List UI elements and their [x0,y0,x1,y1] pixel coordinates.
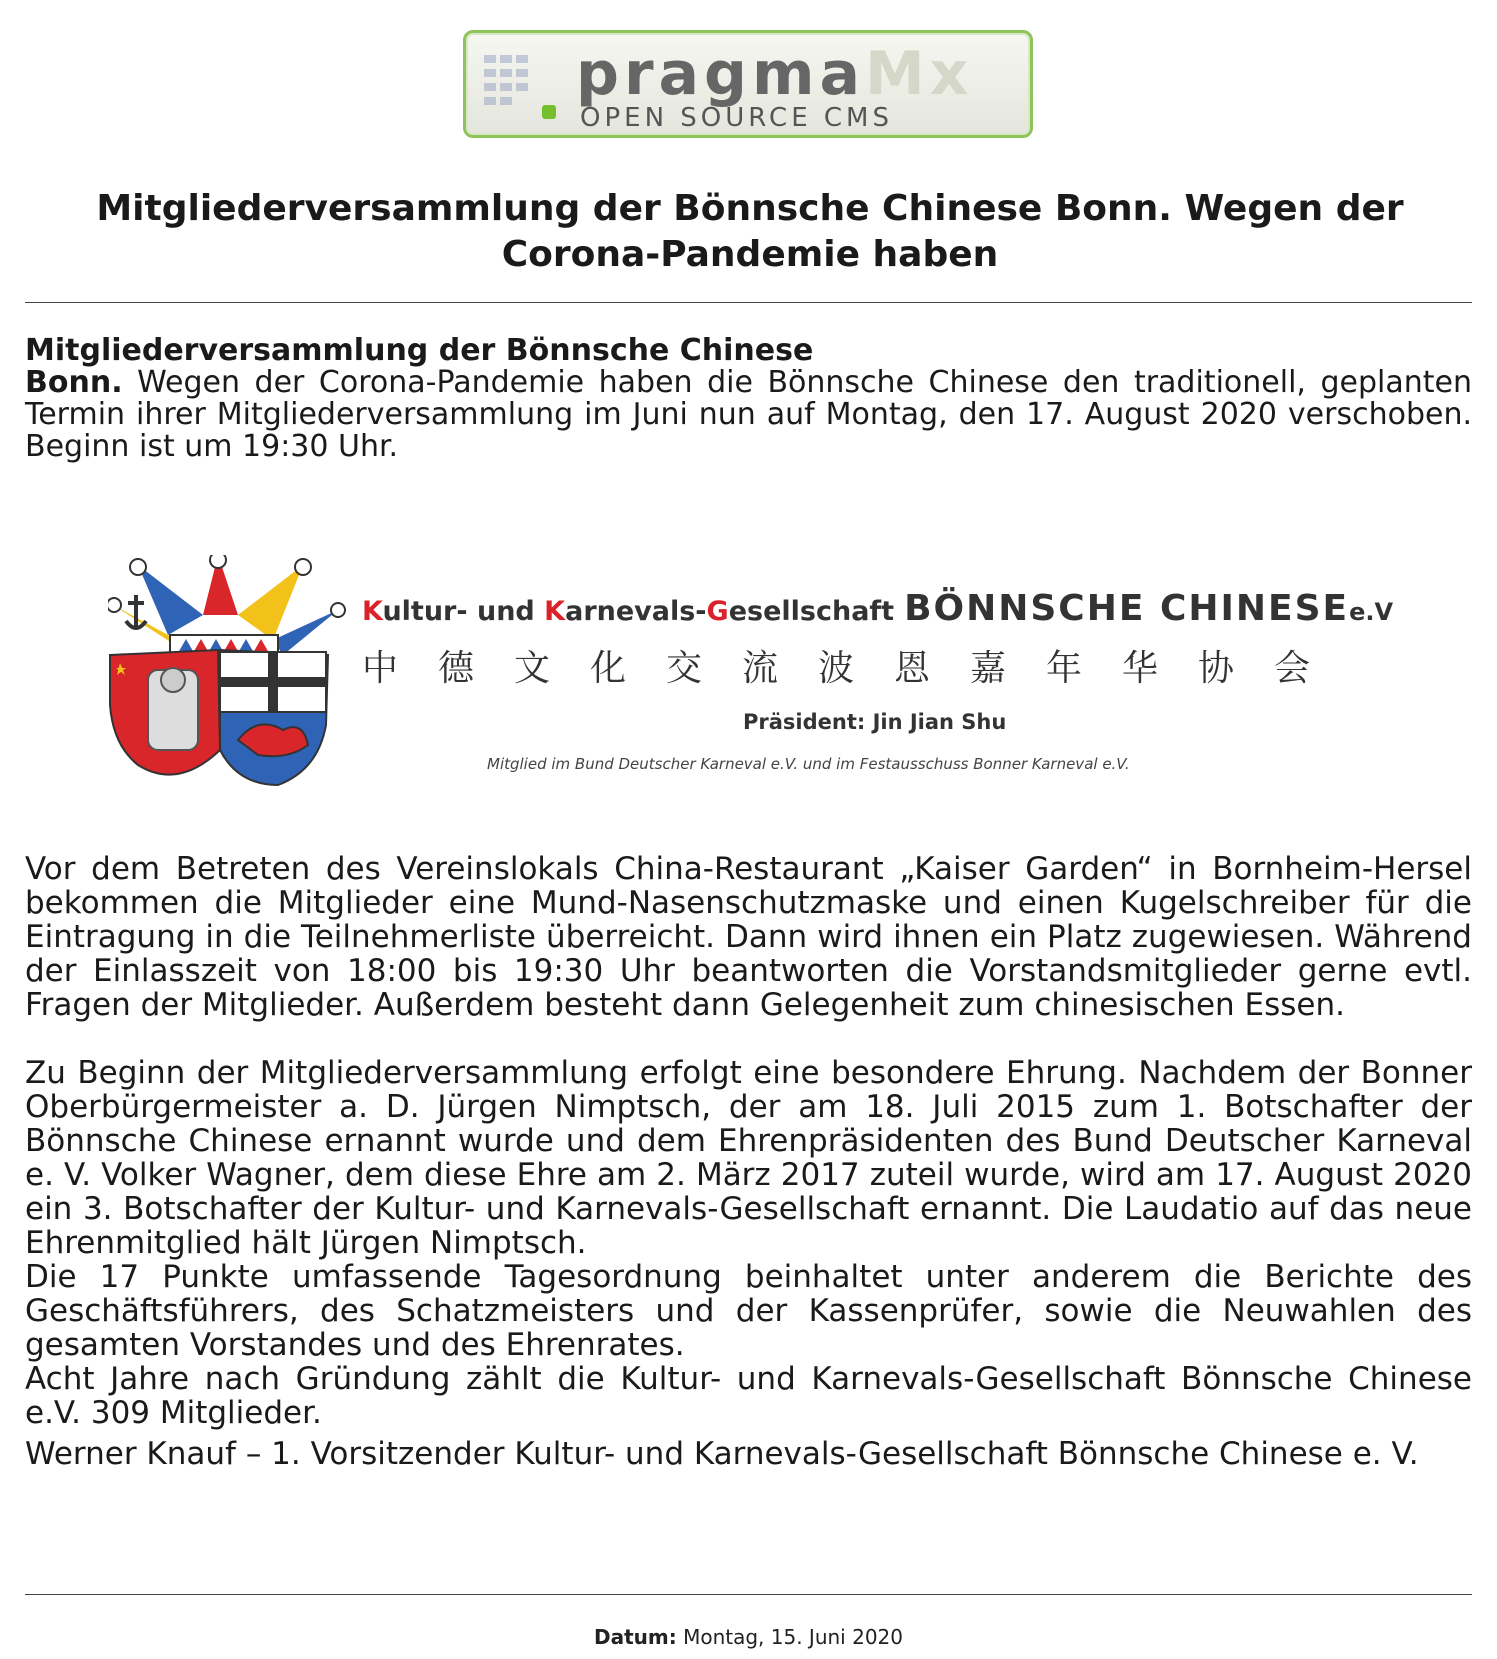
body-paragraph-3: Die 17 Punkte umfassende Tagesordnung beinhaltet unter anderem die Berichte des Geschäftsführers, des Schatzmeisters und der Kassenprüfer, sowie die Neuwahlen des gesamten Vorstandes und des Ehrenrates. [25,1259,1472,1363]
club-name: Kultur- und Karnevals-Gesellschaft BÖNNSCHE CHINESEe.V [362,588,1394,629]
club-chinese-name: 中德文化交流波恩嘉年华协会 [362,648,1351,689]
divider-top [25,302,1472,303]
body-paragraph-2: Zu Beginn der Mitgliederversammlung erfolgt eine besondere Ehrung. Nachdem der Bonner Oberbürgermeister a. D. Jürgen Nimptsch, der am 18. Juli 2015 zum 1. Botschafter der Bönnsche Chinese ernannt wurde und dem Ehrenpräsidenten des Bund Deutscher Karneval e. V. Volker Wagner, dem diese Ehre am 2. März 2017 zuteil wurde, wird am 17. August 2020 ein 3. Botschafter der Kultur- und Karnevals-Gesellschaft ernannt. Die Laudatio auf das neue Ehrenmitglied hält Jürgen Nimptsch. [25,1055,1472,1261]
logo-wordmark: pragmaMx [576,39,974,109]
footer-date: Datum: Montag, 15. Juni 2020 [594,1625,903,1649]
club-president: Präsident: Jin Jian Shu [743,710,1007,734]
signature: Werner Knauf – 1. Vorsitzender Kultur- und Karnevals-Gesellschaft Bönnsche Chinese e. V. [25,1436,1419,1472]
lead-heading-line1: Mitgliederversammlung der Bönnsche Chinese [25,333,814,368]
logo-subtitle: OPEN SOURCE CMS [580,103,893,133]
logo-green-dot-icon [542,105,556,119]
club-emblem-icon [108,555,348,795]
pragmamx-logo[interactable] [463,30,1033,138]
lead-heading-line2: Bonn. [25,365,123,400]
lead-text: Wegen der Corona-Pandemie haben die Bönnsche Chinese den traditionell, geplanten Termin ihrer Mitgliederversammlung im Juni nun auf Montag, den 17. August 2020 verschoben. Beginn ist um 19:30 Uhr. [25,365,1472,464]
article-title: Mitgliederversammlung der Bönnsche Chinese Bonn. Wegen der Corona-Pandemie haben [96,188,1404,275]
body-paragraph-1: Vor dem Betreten des Vereinslokals China-Restaurant „Kaiser Garden“ in Bornheim-Hersel bekommen die Mitglieder eine Mund-Nasenschutzmaske und einen Kugelschreiber für die Eintragung in die Teilnehmerliste überreicht. Dann wird ihnen ein Platz zugewiesen. Während der Einlasszeit von 18:00 bis 19:30 Uhr beantworten die Vorstandsmitglieder gerne evtl. Fragen der Mitglieder. Außerdem besteht dann Gelegenheit zum chinesischen Essen. [25,851,1472,1023]
body-paragraph-4: Acht Jahre nach Gründung zählt die Kultur- und Karnevals-Gesellschaft Bönnsche Chinese e.V. 309 Mitglieder. [25,1361,1472,1431]
club-membership: Mitglied im Bund Deutscher Karneval e.V. und im Festausschuss Bonner Karneval e.V. [487,755,1130,773]
divider-bottom [25,1594,1472,1595]
lead-paragraph [25,335,1472,463]
logo-squares-icon [484,55,554,119]
